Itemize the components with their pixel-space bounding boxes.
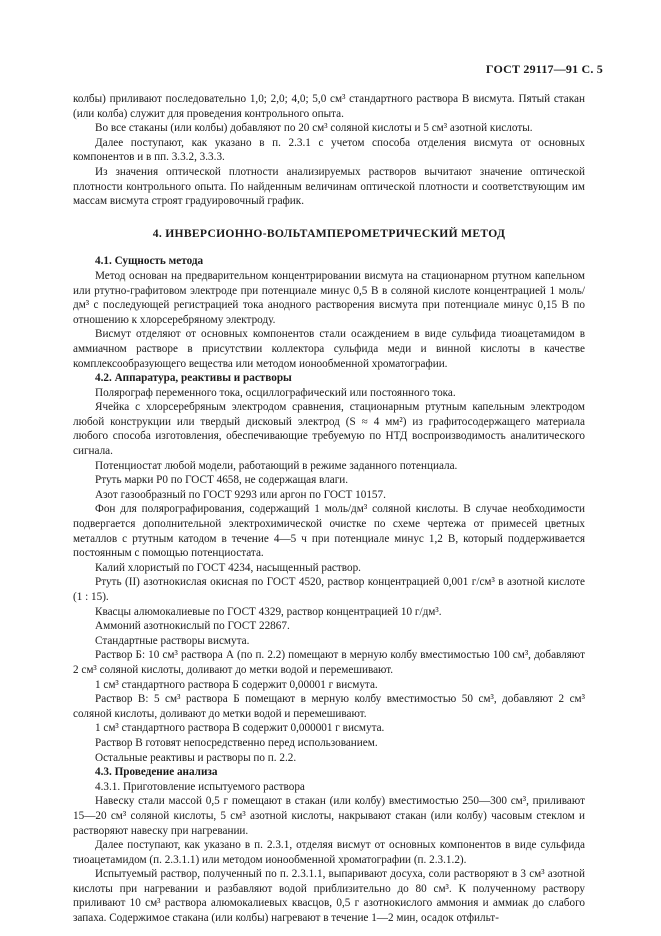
paragraph: Раствор В: 5 см³ раствора Б помещают в мерную колбу вместимостью 50 см³, добавляют 2 см³ соляной кислоты, доливают до метки водой и перемешивают. (73, 693, 585, 720)
subsection-heading: 4.3. Проведение анализа (95, 766, 218, 779)
paragraph: Испытуемый раствор, полученный по п. 2.3.1.1, выпаривают досуха, соли растворяют в 3 см³ азотной кислоты при нагревании и разбавляют водой приблизительно до 80 см³. К полученному раствору приливают 10 см³ раствора алюмокалиевых квасцов, 0,5 г азотнокислого аммония и аммиак до слабого запаха. Содержимое стакана (или колбы) нагревают в течение 1—2 мин, осадок отфильт- (73, 868, 585, 925)
paragraph: Ртуть марки Р0 по ГОСТ 4658, не содержащая влаги. (95, 474, 349, 487)
paragraph: Висмут отделяют от основных компонентов стали осаждением в виде сульфида тиоацетамидом в аммиачном растворе в присутствии коллектора сульфида меди и винной кислоты в качестве комплексообразующего вещества или методом ионообменной хроматографии. (73, 328, 585, 370)
paragraph: Ртуть (II) азотнокислая окисная по ГОСТ 4520, раствор концентрацией 0,001 г/см³ в азотной кислоте (1 : 15). (73, 576, 585, 603)
paragraph: Стандартные растворы висмута. (95, 634, 250, 647)
paragraph: Раствор В готовят непосредственно перед использованием. (95, 736, 378, 749)
paragraph: Навеску стали массой 0,5 г помещают в стакан (или колбу) вместимостью 250—300 см³, приливают 15—20 см³ соляной кислоты, 5 см³ азотной кислоты, накрывают стакан (или колбу) часовым стеклом и растворяют навеску при нагревании. (73, 795, 585, 837)
paragraph: колбы) приливают последовательно 1,0; 2,0; 4,0; 5,0 см³ стандартного раствора В висмута. Пятый стакан (или колба) служит для проведения контрольного опыта. (73, 93, 585, 120)
running-header: ГОСТ 29117—91 С. 5 (485, 62, 603, 76)
paragraph: Из значения оптической плотности анализируемых растворов вычитают значение оптической плотности контрольного опыта. По найденным величинам оптической плотности и соответствующим им массам висмута строят градуировочный график. (73, 165, 585, 208)
section-title: 4. ИНВЕРСИОННО-ВОЛЬТАМПЕРОМЕТРИЧЕСКИЙ МЕТОД (152, 226, 506, 240)
subsubsection-heading: 4.3.1. Приготовление испытуемого раствора (95, 780, 305, 793)
paragraph: Далее поступают, как указано в п. 2.3.1 с учетом способа отделения висмута от основных компонентов и в пп. 3.3.2, 3.3.3. (73, 136, 585, 164)
page-body (73, 92, 585, 926)
paragraph: Метод основан на предварительном концентрировании висмута на стационарном ртутном капельном или ртутно-графитовом электроде при потенциале минус 0,5 В в соляной кислоте концентрацией 1 моль/дм³ с последующей регистрацией тока анодного растворения висмута при потенциале минус 0,15 В по отношению к хлорсеребряному электроду. (73, 269, 585, 326)
paragraph: Потенциостат любой модели, работающий в режиме заданного потенциала. (95, 459, 458, 472)
subsection-heading: 4.2. Аппаратура, реактивы и растворы (95, 372, 292, 385)
paragraph: Во все стаканы (или колбы) добавляют по 20 см³ соляной кислоты и 5 см³ азотной кислоты. (95, 122, 533, 135)
paragraph: Остальные реактивы и растворы по п. 2.2. (95, 751, 297, 764)
paragraph: Аммоний азотнокислый по ГОСТ 22867. (95, 620, 290, 633)
paragraph: 1 см³ стандартного раствора В содержит 0,000001 г висмута. (95, 722, 385, 735)
paragraph: 1 см³ стандартного раствора Б содержит 0,00001 г висмута. (95, 678, 378, 691)
paragraph: Далее поступают, как указано в п. 2.3.1, отделяя висмут от основных компонентов в виде сульфида тиоацетамидом (п. 2.3.1.1) или методом ионообменной хроматографии (п. 2.3.1.2). (73, 839, 585, 866)
subsection-heading: 4.1. Сущность метода (95, 255, 204, 268)
paragraph: Фон для полярографирования, содержащий 1 моль/дм³ соляной кислоты. В случае необходимости подвергается дополнительной электрохимической очистке по схеме чертежа от примесей цветных металлов с ртутным катодом в течение 4—5 ч при потенциале минус 1,2 В, который поддерживается постоянным с помощью потенциостата. (73, 503, 585, 560)
paragraph: Азот газообразный по ГОСТ 9293 или аргон по ГОСТ 10157. (95, 488, 386, 501)
paragraph: Раствор Б: 10 см³ раствора А (по п. 2.2) помещают в мерную колбу вместимостью 100 см³, добавляют 2 см³ соляной кислоты, доливают до метки водой и перемешивают. (73, 649, 585, 676)
paragraph: Ячейка с хлорсеребряным электродом сравнения, стационарным ртутным капельным электродом любой конструкции или твердый дисковый электрод (S ≈ 4 мм²) из графитосодержащего материала любого способа изготовления, обеспечивающие требуемую по НТД воспроизводимость аналитического сигнала. (73, 401, 585, 458)
paragraph: Квасцы алюмокалиевые по ГОСТ 4329, раствор концентрацией 10 г/дм³. (95, 605, 442, 618)
paragraph: Калий хлористый по ГОСТ 4234, насыщенный раствор. (95, 561, 361, 574)
paragraph: Полярограф переменного тока, осциллографический или постоянного тока. (95, 386, 456, 399)
